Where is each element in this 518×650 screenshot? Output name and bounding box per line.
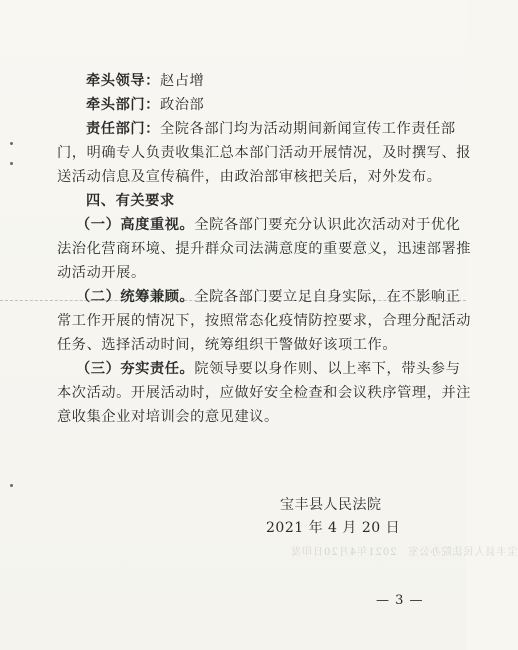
para1-line-1 xyxy=(76,216,461,234)
leader-label: 牵头领导： xyxy=(86,73,160,89)
dept-line xyxy=(86,96,204,114)
resp-line-3: 送活动信息及宣传稿件，由政治部审核把关后，对外发布。 xyxy=(57,169,442,185)
para3-label: （三）夯实责任。 xyxy=(76,361,195,377)
issue-date: 2021 年 4 月 20 日 xyxy=(266,520,401,536)
para2-label: （二）统筹兼顾。 xyxy=(76,289,195,305)
margin-mark xyxy=(10,142,13,145)
para3-line-1 xyxy=(76,360,461,378)
para2-line-1 xyxy=(76,288,461,306)
para3-line-3: 意收集企业对培训会的意见建议。 xyxy=(57,409,279,425)
para1-line-2: 法治化营商环境、提升群众司法满意度的重要意义，迅速部署推 xyxy=(57,241,472,257)
para1-label: （一）高度重视。 xyxy=(76,217,195,233)
dept-label: 牵头部门： xyxy=(86,97,160,113)
para1-text-1: 全院各部门要充分认识此次活动对于优化 xyxy=(194,217,461,233)
bleed-through-text: 宝丰县人民法院办公室 2021年4月20日印发 xyxy=(290,547,518,558)
resp-line-2: 门，明确专人负责收集汇总本部门活动开展情况，及时撰写、报 xyxy=(57,145,472,161)
page-number: — 3 — xyxy=(376,593,424,608)
resp-label: 责任部门： xyxy=(86,121,160,137)
section-heading: 四、有关要求 xyxy=(86,193,175,209)
resp-text-1: 全院各部门均为活动期间新闻宣传工作责任部 xyxy=(159,121,456,137)
para1-line-3: 动活动开展。 xyxy=(57,265,146,281)
para2-text-1: 全院各部门要立足自身实际，在不影响正 xyxy=(194,289,461,305)
dept-value: 政治部 xyxy=(159,97,205,113)
leader-value: 赵占增 xyxy=(159,73,205,89)
margin-mark xyxy=(10,162,13,165)
org-name: 宝丰县人民法院 xyxy=(280,497,382,513)
para3-text-1: 院领导要以身作则、以上率下，带头参与 xyxy=(194,361,461,377)
leader-line xyxy=(86,72,204,90)
para2-line-2: 常工作开展的情况下，按照常态化疫情防控要求，合理分配活动 xyxy=(57,313,472,329)
para3-line-2: 本次活动。开展活动时，应做好安全检查和会议秩序管理，并注 xyxy=(57,385,472,401)
margin-mark xyxy=(10,484,13,487)
resp-line-1 xyxy=(86,120,456,138)
para2-line-3: 任务、选择活动时间，统筹组织干警做好该项工作。 xyxy=(57,337,398,353)
